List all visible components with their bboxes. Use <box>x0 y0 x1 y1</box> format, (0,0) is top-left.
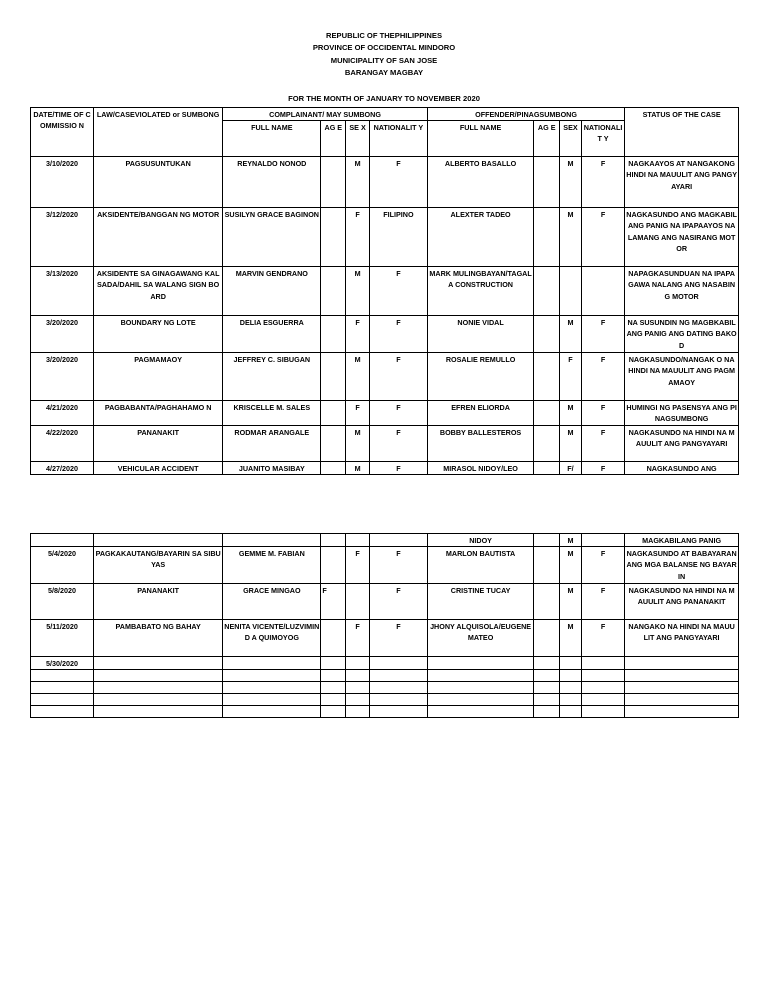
cell-offender-nationality <box>581 706 624 718</box>
cell-complainant-name: GRACE MINGAO <box>223 584 321 620</box>
cell-complainant-sex <box>346 706 370 718</box>
cell-date: 3/20/2020 <box>31 316 94 353</box>
cell-complainant-nationality <box>369 682 427 694</box>
cell-law <box>94 694 223 706</box>
cell-status: NANGAKO NA HINDI NA MAUULIT ANG PANGYAYARI <box>625 620 739 657</box>
cell-complainant-age <box>321 267 346 316</box>
table-row <box>31 657 739 670</box>
table-row <box>31 157 739 208</box>
cell-offender-age <box>534 534 560 547</box>
cell-date <box>31 534 94 547</box>
cell-complainant-name: NENITA VICENTE/LUZVIMIND A QUIMOYOG <box>223 620 321 657</box>
cell-law: PAGBABANTA/PAGHAHAMO N <box>94 401 223 426</box>
col-header-complainant-age: AG E <box>321 121 346 157</box>
cell-status: MAGKABILANG PANIG <box>625 534 739 547</box>
cell-date: 5/8/2020 <box>31 584 94 620</box>
table-row <box>31 208 739 267</box>
cell-offender-nationality: F <box>581 584 624 620</box>
cell-complainant-name: SUSILYN GRACE BAGINON <box>223 208 321 267</box>
cell-complainant-nationality <box>369 694 427 706</box>
cell-date <box>31 682 94 694</box>
cell-offender-age <box>534 657 560 670</box>
cell-offender-nationality: F <box>581 208 624 267</box>
cell-offender-sex <box>560 694 582 706</box>
cell-complainant-nationality: FILIPINO <box>369 208 427 267</box>
cell-complainant-sex <box>346 682 370 694</box>
cell-law: PANANAKIT <box>94 584 223 620</box>
cell-law <box>94 670 223 682</box>
cell-complainant-name: REYNALDO NONOD <box>223 157 321 208</box>
table-row <box>31 694 739 706</box>
cell-offender-age <box>534 208 560 267</box>
cell-date: 3/12/2020 <box>31 208 94 267</box>
cell-offender-name <box>427 682 533 694</box>
cell-complainant-nationality: F <box>369 267 427 316</box>
cell-offender-name: NIDOY <box>427 534 533 547</box>
cell-complainant-age <box>321 462 346 475</box>
cell-complainant-sex: M <box>346 267 370 316</box>
cell-offender-name: MARLON BAUTISTA <box>427 547 533 584</box>
cell-complainant-age <box>321 401 346 426</box>
cell-law: PANANAKIT <box>94 426 223 462</box>
cell-law: PAGMAMAOY <box>94 353 223 401</box>
cell-complainant-nationality: F <box>369 316 427 353</box>
cell-complainant-sex: M <box>346 426 370 462</box>
cell-offender-sex: M <box>560 620 582 657</box>
cell-offender-name <box>427 657 533 670</box>
cell-offender-age <box>534 547 560 584</box>
cell-offender-sex: M <box>560 401 582 426</box>
cell-complainant-name <box>223 534 321 547</box>
cell-complainant-sex: F <box>346 547 370 584</box>
cell-offender-age <box>534 316 560 353</box>
cell-date: 3/10/2020 <box>31 157 94 208</box>
col-header-offender-age: AG E <box>534 121 560 157</box>
cell-law: PAGKAKAUTANG/BAYARIN SA SIBUYAS <box>94 547 223 584</box>
header-province: PROVINCE OF OCCIDENTAL MINDORO <box>312 43 456 53</box>
table-row <box>31 547 739 584</box>
cell-offender-nationality: F <box>581 401 624 426</box>
cell-complainant-name: GEMME M. FABIAN <box>223 547 321 584</box>
table-row <box>31 426 739 462</box>
cell-complainant-nationality <box>369 534 427 547</box>
cell-complainant-nationality: F <box>369 620 427 657</box>
cell-complainant-name: JUANITO MASIBAY <box>223 462 321 475</box>
cell-offender-name: MARK MULINGBAYAN/TAGAL A CONSTRUCTION <box>427 267 533 316</box>
cell-status <box>625 706 739 718</box>
cell-complainant-sex <box>346 694 370 706</box>
cell-complainant-name: JEFFREY C. SIBUGAN <box>223 353 321 401</box>
cell-date: 5/30/2020 <box>31 657 94 670</box>
report-period: FOR THE MONTH OF JANUARY TO NOVEMBER 2020 <box>288 94 480 103</box>
cell-complainant-age <box>321 682 346 694</box>
table-row <box>31 316 739 353</box>
cell-complainant-nationality <box>369 670 427 682</box>
cell-offender-sex <box>560 706 582 718</box>
cell-date: 4/22/2020 <box>31 426 94 462</box>
cell-complainant-sex: F <box>346 316 370 353</box>
cell-offender-sex: F <box>560 353 582 401</box>
cell-complainant-age <box>321 694 346 706</box>
cell-offender-name: ALEXTER TADEO <box>427 208 533 267</box>
cell-offender-sex: M <box>560 426 582 462</box>
cell-offender-sex: M <box>560 534 582 547</box>
col-header-offender-nationality: NATIONALIT Y <box>581 121 624 157</box>
cell-offender-age <box>534 426 560 462</box>
col-header-complainant-name: FULL NAME <box>223 121 321 157</box>
cell-offender-nationality <box>581 657 624 670</box>
col-header-offender-name: FULL NAME <box>427 121 533 157</box>
cell-law <box>94 682 223 694</box>
table-row <box>31 706 739 718</box>
cell-law: PAMBABATO NG BAHAY <box>94 620 223 657</box>
cell-law <box>94 706 223 718</box>
header-barangay: BARANGAY MAGBAY <box>344 68 424 78</box>
cell-offender-name: JHONY ALQUISOLA/EUGENE MATEO <box>427 620 533 657</box>
cell-complainant-nationality <box>369 706 427 718</box>
cell-status: NAGKASUNDO AT BABAYARAN ANG MGA BALANSE NG BAYARIN <box>625 547 739 584</box>
cell-offender-sex: F/ <box>560 462 582 475</box>
cell-offender-age <box>534 462 560 475</box>
cell-status <box>625 682 739 694</box>
cell-offender-sex <box>560 682 582 694</box>
cell-date: 3/20/2020 <box>31 353 94 401</box>
cell-date: 5/4/2020 <box>31 547 94 584</box>
cell-offender-age <box>534 620 560 657</box>
cell-complainant-name: MARVIN GENDRANO <box>223 267 321 316</box>
cell-complainant-age <box>321 157 346 208</box>
cell-complainant-sex <box>346 534 370 547</box>
cases-table <box>30 107 739 475</box>
cell-complainant-nationality: F <box>369 462 427 475</box>
table-row <box>31 462 739 475</box>
cell-offender-nationality <box>581 670 624 682</box>
cell-offender-sex: M <box>560 208 582 267</box>
cell-offender-name: ROSALIE REMULLO <box>427 353 533 401</box>
cell-status: NAPAGKASUNDUAN NA IPAPAGAWA NALANG ANG NASABING MOTOR <box>625 267 739 316</box>
cell-status: NAGKAAYOS AT NANGAKONG HINDI NA MAUULIT ANG PANGYAYARI <box>625 157 739 208</box>
cell-complainant-nationality: F <box>369 157 427 208</box>
cell-status: NAGKASUNDO/NANGAK O NA HINDI NA MAUULIT ANG PAGMAMAOY <box>625 353 739 401</box>
cell-complainant-age <box>321 208 346 267</box>
table-group-header-row <box>31 108 739 121</box>
cell-complainant-age <box>321 620 346 657</box>
cell-offender-nationality <box>581 267 624 316</box>
cell-complainant-name: DELIA ESGUERRA <box>223 316 321 353</box>
cell-complainant-name <box>223 706 321 718</box>
cell-offender-age <box>534 584 560 620</box>
cell-law: BOUNDARY NG LOTE <box>94 316 223 353</box>
cell-offender-name: ALBERTO BASALLO <box>427 157 533 208</box>
cell-offender-age <box>534 682 560 694</box>
cell-offender-age <box>534 694 560 706</box>
cell-offender-sex: M <box>560 157 582 208</box>
table-row <box>31 620 739 657</box>
cell-date <box>31 706 94 718</box>
cell-offender-sex: M <box>560 547 582 584</box>
cell-offender-nationality: F <box>581 353 624 401</box>
cell-status: HUMINGI NG PASENSYA ANG PINAGSUMBONG <box>625 401 739 426</box>
header-municipality: MUNICIPALITY OF SAN JOSE <box>330 55 438 65</box>
cell-offender-name: MIRASOL NIDOY/LEO <box>427 462 533 475</box>
col-header-complainant: COMPLAINANT/ MAY SUMBONG <box>223 108 428 121</box>
cell-complainant-age <box>321 426 346 462</box>
cell-law: VEHICULAR ACCIDENT <box>94 462 223 475</box>
cell-complainant-name <box>223 670 321 682</box>
cell-complainant-sex: M <box>346 462 370 475</box>
cell-offender-nationality: F <box>581 547 624 584</box>
table-row <box>31 353 739 401</box>
cell-status: NAGKASUNDO ANG MAGKABILANG PANIG NA IPAPAAYOS NA LAMANG ANG NASIRANG MOTOR <box>625 208 739 267</box>
cell-offender-nationality: F <box>581 462 624 475</box>
header-republic: REPUBLIC OF THEPHILIPPINES <box>325 31 443 40</box>
cell-offender-name: CRISTINE TUCAY <box>427 584 533 620</box>
cell-complainant-sex: F <box>346 401 370 426</box>
cell-status <box>625 694 739 706</box>
cell-complainant-name <box>223 657 321 670</box>
cell-offender-sex: M <box>560 584 582 620</box>
col-header-complainant-nationality: NATIONALIT Y <box>369 121 427 157</box>
cell-date: 5/11/2020 <box>31 620 94 657</box>
cell-date: 4/21/2020 <box>31 401 94 426</box>
cell-offender-sex: M <box>560 316 582 353</box>
cell-law: PAGSUSUNTUKAN <box>94 157 223 208</box>
cell-complainant-sex: F <box>346 620 370 657</box>
cell-complainant-sex: M <box>346 353 370 401</box>
cell-complainant-sex <box>346 584 370 620</box>
cell-complainant-age: F <box>321 584 346 620</box>
table-row <box>31 534 739 547</box>
cell-complainant-age <box>321 316 346 353</box>
cell-date: 3/13/2020 <box>31 267 94 316</box>
cell-complainant-name <box>223 694 321 706</box>
cell-offender-age <box>534 353 560 401</box>
cell-complainant-nationality <box>369 657 427 670</box>
cell-complainant-age <box>321 706 346 718</box>
cell-date: 4/27/2020 <box>31 462 94 475</box>
col-header-complainant-sex: SE X <box>346 121 370 157</box>
cell-offender-sex <box>560 657 582 670</box>
cell-offender-nationality <box>581 694 624 706</box>
cell-offender-age <box>534 401 560 426</box>
cell-offender-nationality: F <box>581 620 624 657</box>
cell-offender-age <box>534 157 560 208</box>
table-row <box>31 682 739 694</box>
cell-complainant-nationality: F <box>369 426 427 462</box>
cell-offender-nationality <box>581 682 624 694</box>
col-header-status: STATUS OF THE CASE <box>625 108 739 157</box>
cell-offender-nationality: F <box>581 157 624 208</box>
col-header-offender-sex: SEX <box>560 121 582 157</box>
cell-offender-age <box>534 267 560 316</box>
col-header-date: DATE/TIME OF COMMISSIO N <box>31 108 94 157</box>
table-row <box>31 584 739 620</box>
cell-date <box>31 670 94 682</box>
cell-offender-age <box>534 670 560 682</box>
cell-complainant-age <box>321 670 346 682</box>
cell-law: AKSIDENTE SA GINAGAWANG KALSADA/DAHIL SA WALANG SIGN BOARD <box>94 267 223 316</box>
cell-law <box>94 657 223 670</box>
cell-status: NAGKASUNDO NA HINDI NA MAUULIT ANG PANANAKIT <box>625 584 739 620</box>
cell-complainant-age <box>321 353 346 401</box>
cell-offender-name <box>427 706 533 718</box>
cell-offender-age <box>534 706 560 718</box>
cell-complainant-nationality: F <box>369 353 427 401</box>
document-header <box>0 30 768 80</box>
cell-offender-name: NONIE VIDAL <box>427 316 533 353</box>
cell-offender-sex <box>560 267 582 316</box>
cell-complainant-sex <box>346 657 370 670</box>
cell-complainant-sex: M <box>346 157 370 208</box>
cell-offender-nationality: F <box>581 316 624 353</box>
cell-status: NA SUSUNDIN NG MAGBKABILANG PANIG ANG DATING BAKOD <box>625 316 739 353</box>
table-row <box>31 401 739 426</box>
cell-law <box>94 534 223 547</box>
cell-complainant-name: KRISCELLE M. SALES <box>223 401 321 426</box>
cell-complainant-nationality: F <box>369 547 427 584</box>
cell-complainant-age <box>321 657 346 670</box>
cell-complainant-age <box>321 534 346 547</box>
cell-complainant-age <box>321 547 346 584</box>
cell-complainant-name <box>223 682 321 694</box>
cell-offender-name: BOBBY BALLESTEROS <box>427 426 533 462</box>
cell-status: NAGKASUNDO ANG <box>625 462 739 475</box>
cell-offender-sex <box>560 670 582 682</box>
cell-offender-nationality: F <box>581 426 624 462</box>
table-row <box>31 267 739 316</box>
cell-offender-name <box>427 694 533 706</box>
cases-table-continued <box>30 533 739 718</box>
col-header-law: LAW/CASEVIOLATED or SUMBONG <box>94 108 223 157</box>
cell-complainant-sex <box>346 670 370 682</box>
cell-offender-name: EFREN ELIORDA <box>427 401 533 426</box>
cell-law: AKSIDENTE/BANGGAN NG MOTOR <box>94 208 223 267</box>
cell-offender-nationality <box>581 534 624 547</box>
cell-offender-name <box>427 670 533 682</box>
cell-date <box>31 694 94 706</box>
col-header-offender: OFFENDER/PINAGSUMBONG <box>427 108 624 121</box>
cell-status: NAGKASUNDO NA HINDI NA MAUULIT ANG PANGYAYARI <box>625 426 739 462</box>
cell-status <box>625 670 739 682</box>
cell-complainant-nationality: F <box>369 401 427 426</box>
table-row <box>31 670 739 682</box>
cell-status <box>625 657 739 670</box>
cell-complainant-name: RODMAR ARANGALE <box>223 426 321 462</box>
cell-complainant-nationality: F <box>369 584 427 620</box>
cell-complainant-sex: F <box>346 208 370 267</box>
